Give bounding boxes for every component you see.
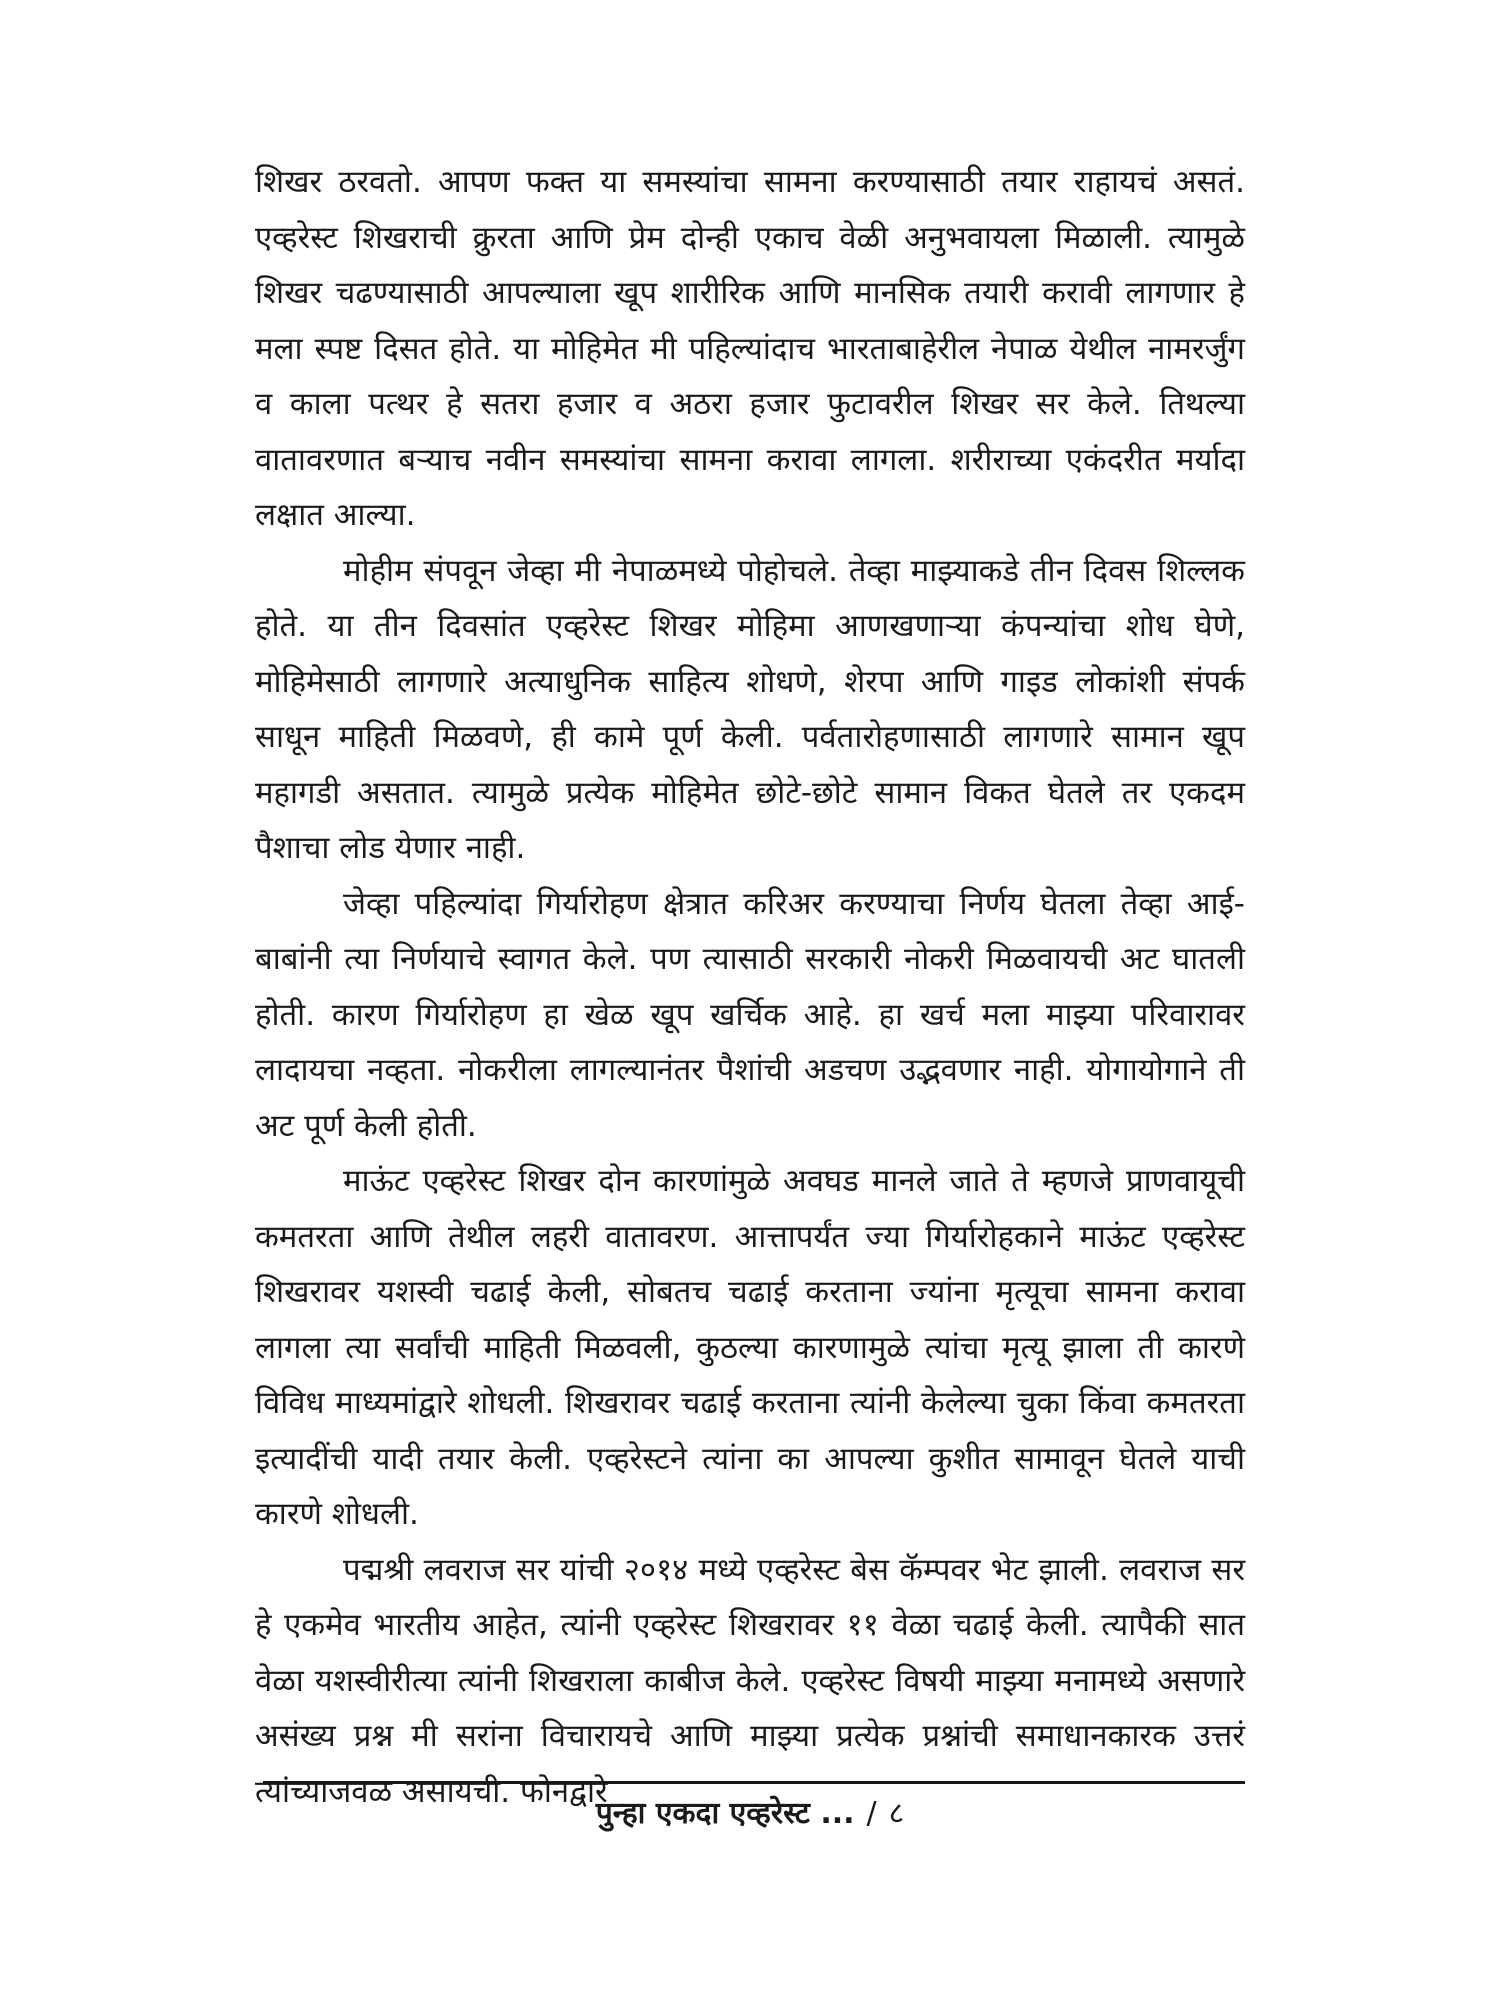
page-number: ८ xyxy=(888,1796,905,1831)
footer-separator: / xyxy=(866,1796,877,1831)
paragraph: जेव्हा पहिल्यांदा गिर्यारोहण क्षेत्रात करिअर करण्याचा निर्णय घेतला तेव्हा आई-बाबांनी त्या निर्णयाचे स्वागत केले. पण त्यासाठी सरकारी नोकरी मिळवायची अट घातली होती. कारण गिर्यारोहण हा खेळ खूप खर्चिक आहे. हा खर्च मला माझ्या परिवारावर लादायचा नव्हता. नोकरीला लागल्यानंतर पैशांची अडचण उद्भवणार नाही. योगायोगाने ती अट पूर्ण केली होती. xyxy=(255,885,1245,1144)
paragraph: माऊंट एव्हरेस्ट शिखर दोन कारणांमुळे अवघड मानले जाते ते म्हणजे प्राणवायूची कमतरता आणि तेथील लहरी वातावरण. आत्तापर्यंत ज्या गिर्यारोहकाने माऊंट एव्हरेस्ट शिखरावर यशस्वी चढाई केली, सोबतच चढाई करताना ज्यांना मृत्यूचा सामना करावा लागला त्या सर्वांची माहिती मिळवली, कुठल्या कारणामुळे त्यांचा मृत्यू झाला ती कारणे विविध माध्यमांद्वारे शोधली. शिखरावर चढाई करताना त्यांनी केलेल्या चुका किंवा कमतरता इत्यादींची यादी तयार केली. एव्हरेस्टने त्यांना का आपल्या कुशीत सामावून घेतले याची कारणे शोधली. xyxy=(255,1163,1246,1532)
page-footer xyxy=(0,1792,1500,1836)
footer-divider xyxy=(263,1781,1245,1784)
paragraph-continuation: शिखर ठरवतो. आपण फक्त या समस्यांचा सामना करण्यासाठी तयार राहायचं असतं. एव्हरेस्ट शिखराची क्रुरता आणि प्रेम दोन्ही एकाच वेळी अनुभवायला मिळाली. त्यामुळे शिखर चढण्यासाठी आपल्याला खूप शारीरिक आणि मानसिक तयारी करावी लागणार हे मला स्पष्ट दिसत होते. या मोहिमेत मी पहिल्यांदाच भारताबाहेरील नेपाळ येथील नामरर्जुंग व काला पत्थर हे सतरा हजार व अठरा हजार फुटावरील शिखर सर केले. तिथल्या वातावरणात बऱ्याच नवीन समस्यांचा सामना करावा लागला. शरीराच्या एकंदरीत मर्यादा लक्षात आल्या. xyxy=(255,164,1245,533)
body-text xyxy=(255,155,1245,1820)
book-title: पुन्हा एकदा एव्हरेस्ट ... xyxy=(595,1796,855,1831)
paragraph: पद्मश्री लवराज सर यांची २०१४ मध्ये एव्हरेस्ट बेस कॅम्पवर भेट झाली. लवराज सर हे एकमेव भारतीय आहेत, त्यांनी एव्हरेस्ट शिखरावर ११ वेळा चढाई केली. त्यापैकी सात वेळा यशस्वीरीत्या त्यांनी शिखराला काबीज केले. एव्हरेस्ट विषयी माझ्या मनामध्ये असणारे असंख्य प्रश्न मी सरांना विचारायचे आणि माझ्या प्रत्येक प्रश्नांची समाधानकारक उत्तरं त्यांच्याजवळ असायची. फोनद्वारे xyxy=(255,1551,1245,1810)
paragraph: मोहीम संपवून जेव्हा मी नेपाळमध्ये पोहोचले. तेव्हा माझ्याकडे तीन दिवस शिल्लक होते. या तीन दिवसांत एव्हरेस्ट शिखर मोहिमा आणखणाऱ्या कंपन्यांचा शोध घेणे, मोहिमेसाठी लागणारे अत्याधुनिक साहित्य शोधणे, शेरपा आणि गाइड लोकांशी संपर्क साधून माहिती मिळवणे, ही कामे पूर्ण केली. पर्वतारोहणासाठी लागणारे सामान खूप महागडी असतात. त्यामुळे प्रत्येक मोहिमेत छोटे-छोटे सामान विकत घेतले तर एकदम पैशाचा लोड येणार नाही. xyxy=(255,552,1245,866)
